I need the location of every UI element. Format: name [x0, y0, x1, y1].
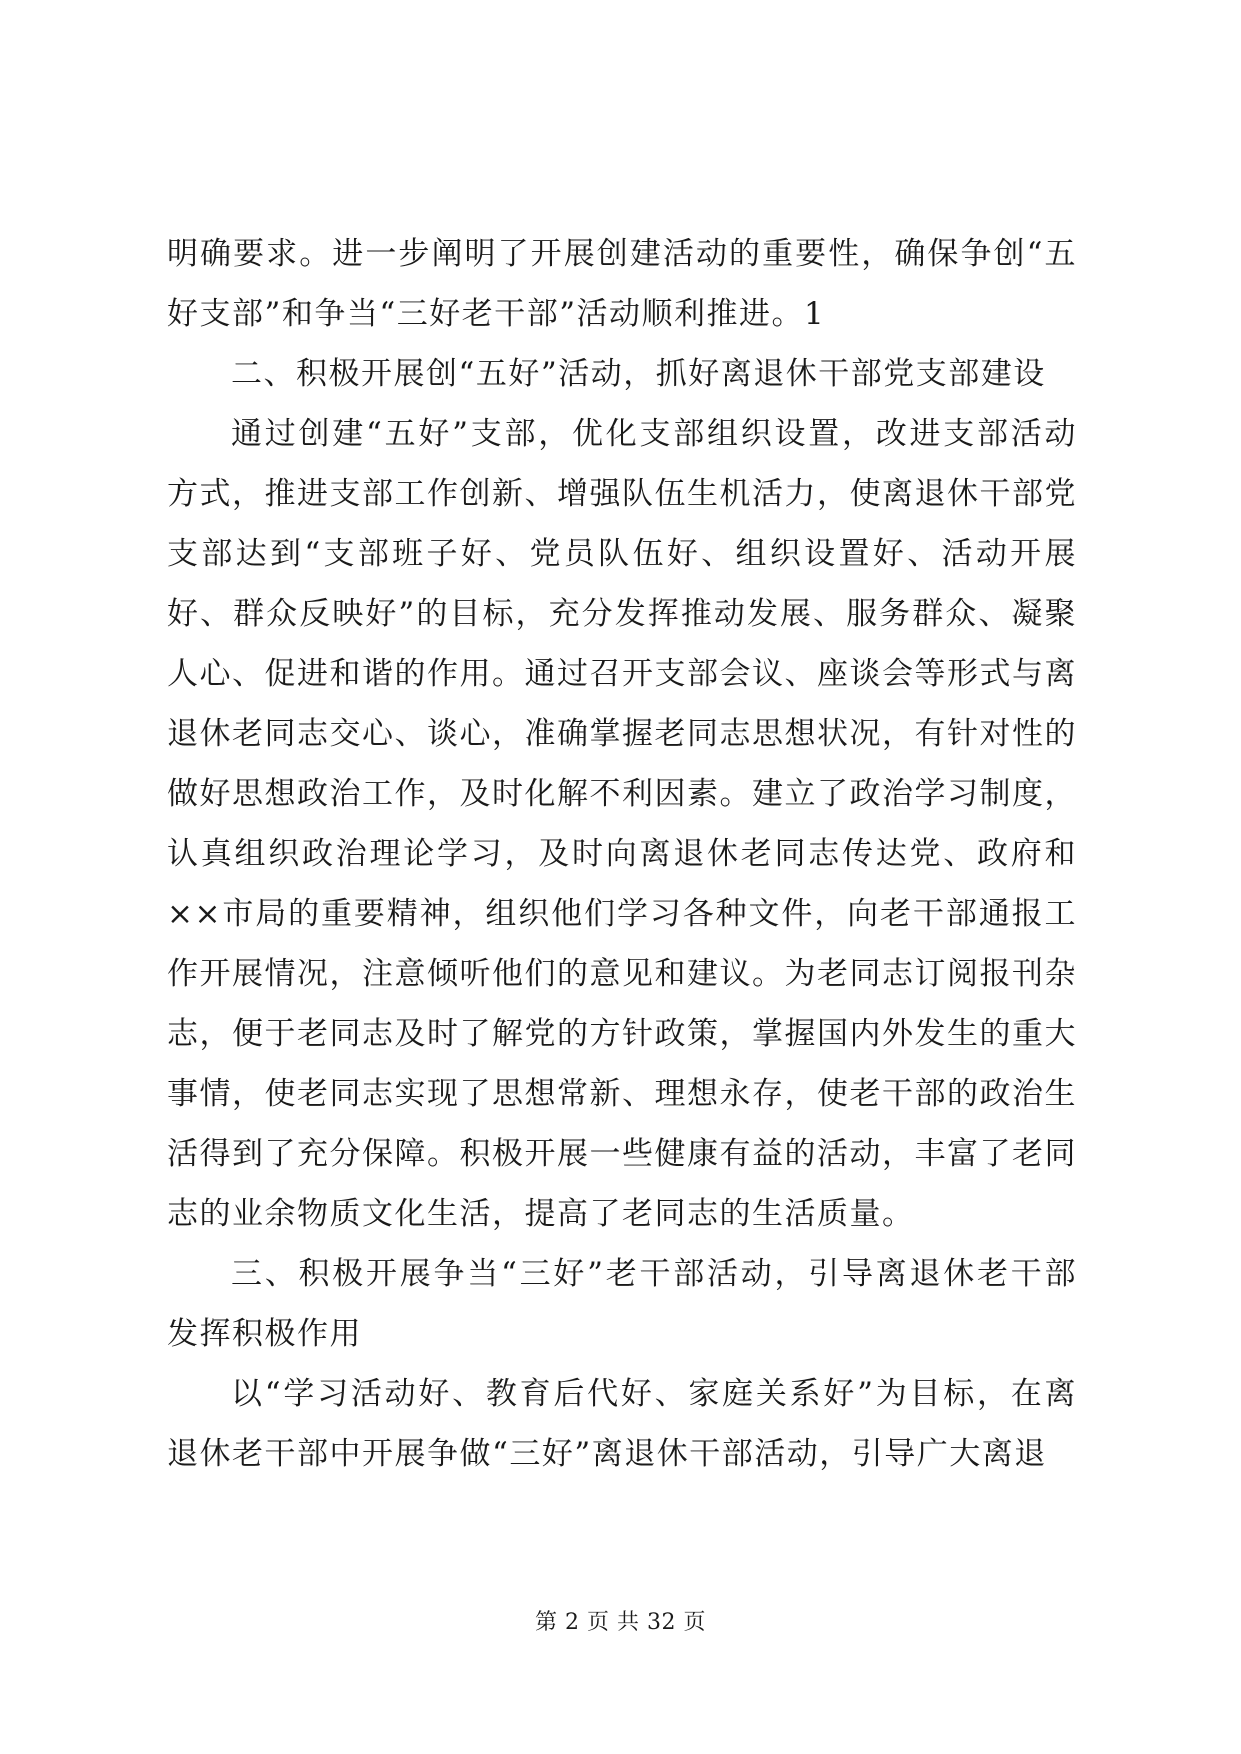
section-heading-three: 三、积极开展争当“三好”老干部活动，引导离退休老干部发挥积极作用: [167, 1256, 1077, 1352]
section-heading-two: 二、积极开展创“五好”活动，抓好离退休干部党支部建设: [231, 356, 1046, 392]
paragraph-three-good-cadre: 以“学习活动好、教育后代好、家庭关系好”为目标，在离退休老干部中开展争做“三好”离退休干部活动，引导广大离退: [167, 1376, 1077, 1472]
document-body: [167, 224, 1077, 1484]
paragraph-continuation: 明确要求。进一步阐明了开展创建活动的重要性，确保争创“五好支部”和争当“三好老干部”活动顺利推进。1: [167, 236, 1077, 332]
paragraph-five-good-branch: 通过创建“五好”支部，优化支部组织设置，改进支部活动方式，推进支部工作创新、增强队伍生机活力，使离退休干部党支部达到“支部班子好、党员队伍好、组织设置好、活动开展好、群众反映好”的目标，充分发挥推动发展、服务群众、凝聚人心、促进和谐的作用。通过召开支部会议、座谈会等形式与离退休老同志交心、谈心，准确掌握老同志思想状况，有针对性的做好思想政治工作，及时化解不利因素。建立了政治学习制度，认真组织政治理论学习，及时向离退休老同志传达党、政府和××市局的重要精神，组织他们学习各种文件，向老干部通报工作开展情况，注意倾听他们的意见和建议。为老同志订阅报刊杂志，便于老同志及时了解党的方针政策，掌握国内外发生的重大事情，使老同志实现了思想常新、理想永存，使老干部的政治生活得到了充分保障。积极开展一些健康有益的活动，丰富了老同志的业余物质文化生活，提高了老同志的生活质量。: [167, 416, 1077, 1232]
page-number-footer: 第 2 页 共 32 页: [535, 1610, 706, 1635]
